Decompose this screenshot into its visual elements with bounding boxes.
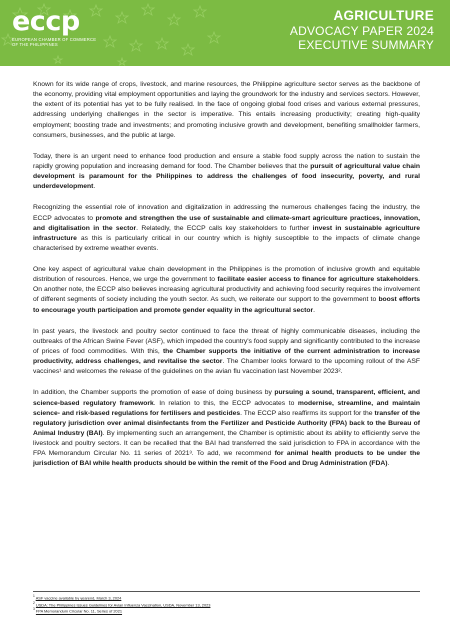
- document-body: [33, 80, 420, 481]
- footnotes: [33, 591, 420, 614]
- paragraph-innovation: Recognizing the essential role of innovation and digitalization in addressing the numerous challenges facing the industry, the ECCP advocates to promote and strengthen the use of sustainable and climate-smart agriculture practices, innovation, and digitalisation in the sector. Relatedly, the ECCP calls key stakeholders to further invest in sustainable agriculture infrastructure as this is particularly critical in our country which is highly susceptible to the impacts of climate change characterised by extreme weather events.: [33, 204, 421, 252]
- footnote-link[interactable]: ASF vaccine available by yearend, March 3, 2024: [35, 595, 122, 601]
- footnote-3: $^3$ FPA Memorandum Circular No. 11, Series of 2021: [33, 607, 123, 614]
- header-titles: [290, 8, 434, 52]
- logo-subtitle: EUROPEAN CHAMBER OF COMMERCE OF THE PHILIPPINES: [12, 37, 97, 47]
- logo-wordmark: eccp: [12, 6, 80, 37]
- paragraph-intro: Known for its wide range of crops, livestock, and marine resources, the Philippine agriculture sector serves as the backbone of the economy, providing vital employment opportunities and laying the groundwork for the industry and services sectors. However, the extent of its potential has yet to be fully realised. In the face of ongoing global food crises and various external pressures, addressing underlying challenges in the sector is imperative. This entails increasing productivity; creating high-quality employment; boosting trade and investments; and promoting inclusive growth and development, benefiting smallholder farmers, consumers, businesses, and the public at large.: [33, 81, 420, 139]
- title-paper: ADVOCACY PAPER 2024: [289, 24, 434, 38]
- footnote-link[interactable]: USDA: The Philippines Issues Guidelines for Avian Influenza Vaccination, USDA, November 13, 2023: [35, 602, 211, 607]
- eccp-logo: [12, 8, 102, 47]
- paragraph-livestock: In past years, the livestock and poultry sector continued to face the threat of highly communicable diseases, including the outbreaks of the African Swine Fever (ASF), which impeded the country's food supply and significantly contributed to the increase of prices of food commodities. With this, the Chamber supports the initiative of the current administration to increase productivity, address challenges, and revitalise the sector. The Chamber looks forward to the upcoming rollout of the ASF vaccines¹ and welcomes the release of the guidelines on the avian flu vaccination last November 2023².: [33, 327, 420, 376]
- paragraph-food-security: Today, there is an urgent need to enhance food production and ensure a stable food supply across the nation to sustain the rapidly growing population and increasing demand for food. The Chamber believes that the pursuit of agricultural value chain development is paramount for the Philippines to address the challenges of food insecurity, poverty, and rural underdevelopment.: [33, 152, 420, 191]
- paragraph-regulation: In addition, the Chamber supports the promotion of ease of doing business by pursuing a sound, transparent, efficient, and science-based regulatory framework. In relation to this, the ECCP advocates to modernise, streamline, and maintain science- and risk-based regulations for fertilisers and pesticides. The ECCP also reaffirms its support for the transfer of the regulatory jurisdiction over animal disinfectants from the Fertilizer and Pesticide Authority (FPA) back to the Bureau of Animal Industry (BAI). By implementing such an arrangement, the Chamber is optimistic about its ability to efficiently serve the livestock and poultry sectors. It can be recalled that the BAI had transferred the said jurisdiction to FPA in accordance with the FPA Memorandum Circular No. 11 series of 2021³. To add, we recommend for animal health products to be under the jurisdiction of BAI while health products should be within the remit of the Food and Drug Administration (FDA).: [33, 389, 420, 468]
- title-summary: EXECUTIVE SUMMARY: [298, 38, 434, 52]
- header-banner: [0, 0, 450, 66]
- paragraph-inclusive-growth: One key aspect of agricultural value chain development in the Philippines is the promotion of inclusive growth and equitable distribution of resources. Hence, we urge the government to facilitate easier access to finance for agriculture stakeholders. On another note, the ECCP also believes increasing agricultural productivity and achieving food security requires the involvement of different segments of society including the youth sector. As such, we reiterate our support to the government to boost efforts to encourage youth participation and promote gender equality in the agricultural sector.: [33, 266, 421, 314]
- footnote-2: $^2$ USDA: The Philippines Issues Guidelines for Avian Influenza Vaccination, USDA, November 13, 2023: [33, 600, 211, 607]
- title-sector: AGRICULTURE: [333, 8, 434, 23]
- footnote-link[interactable]: FPA Memorandum Circular No. 11, Series of 2021: [35, 608, 123, 614]
- footnote-1: $^1$ ASF vaccine available by yearend, March 3, 2024: [33, 594, 122, 601]
